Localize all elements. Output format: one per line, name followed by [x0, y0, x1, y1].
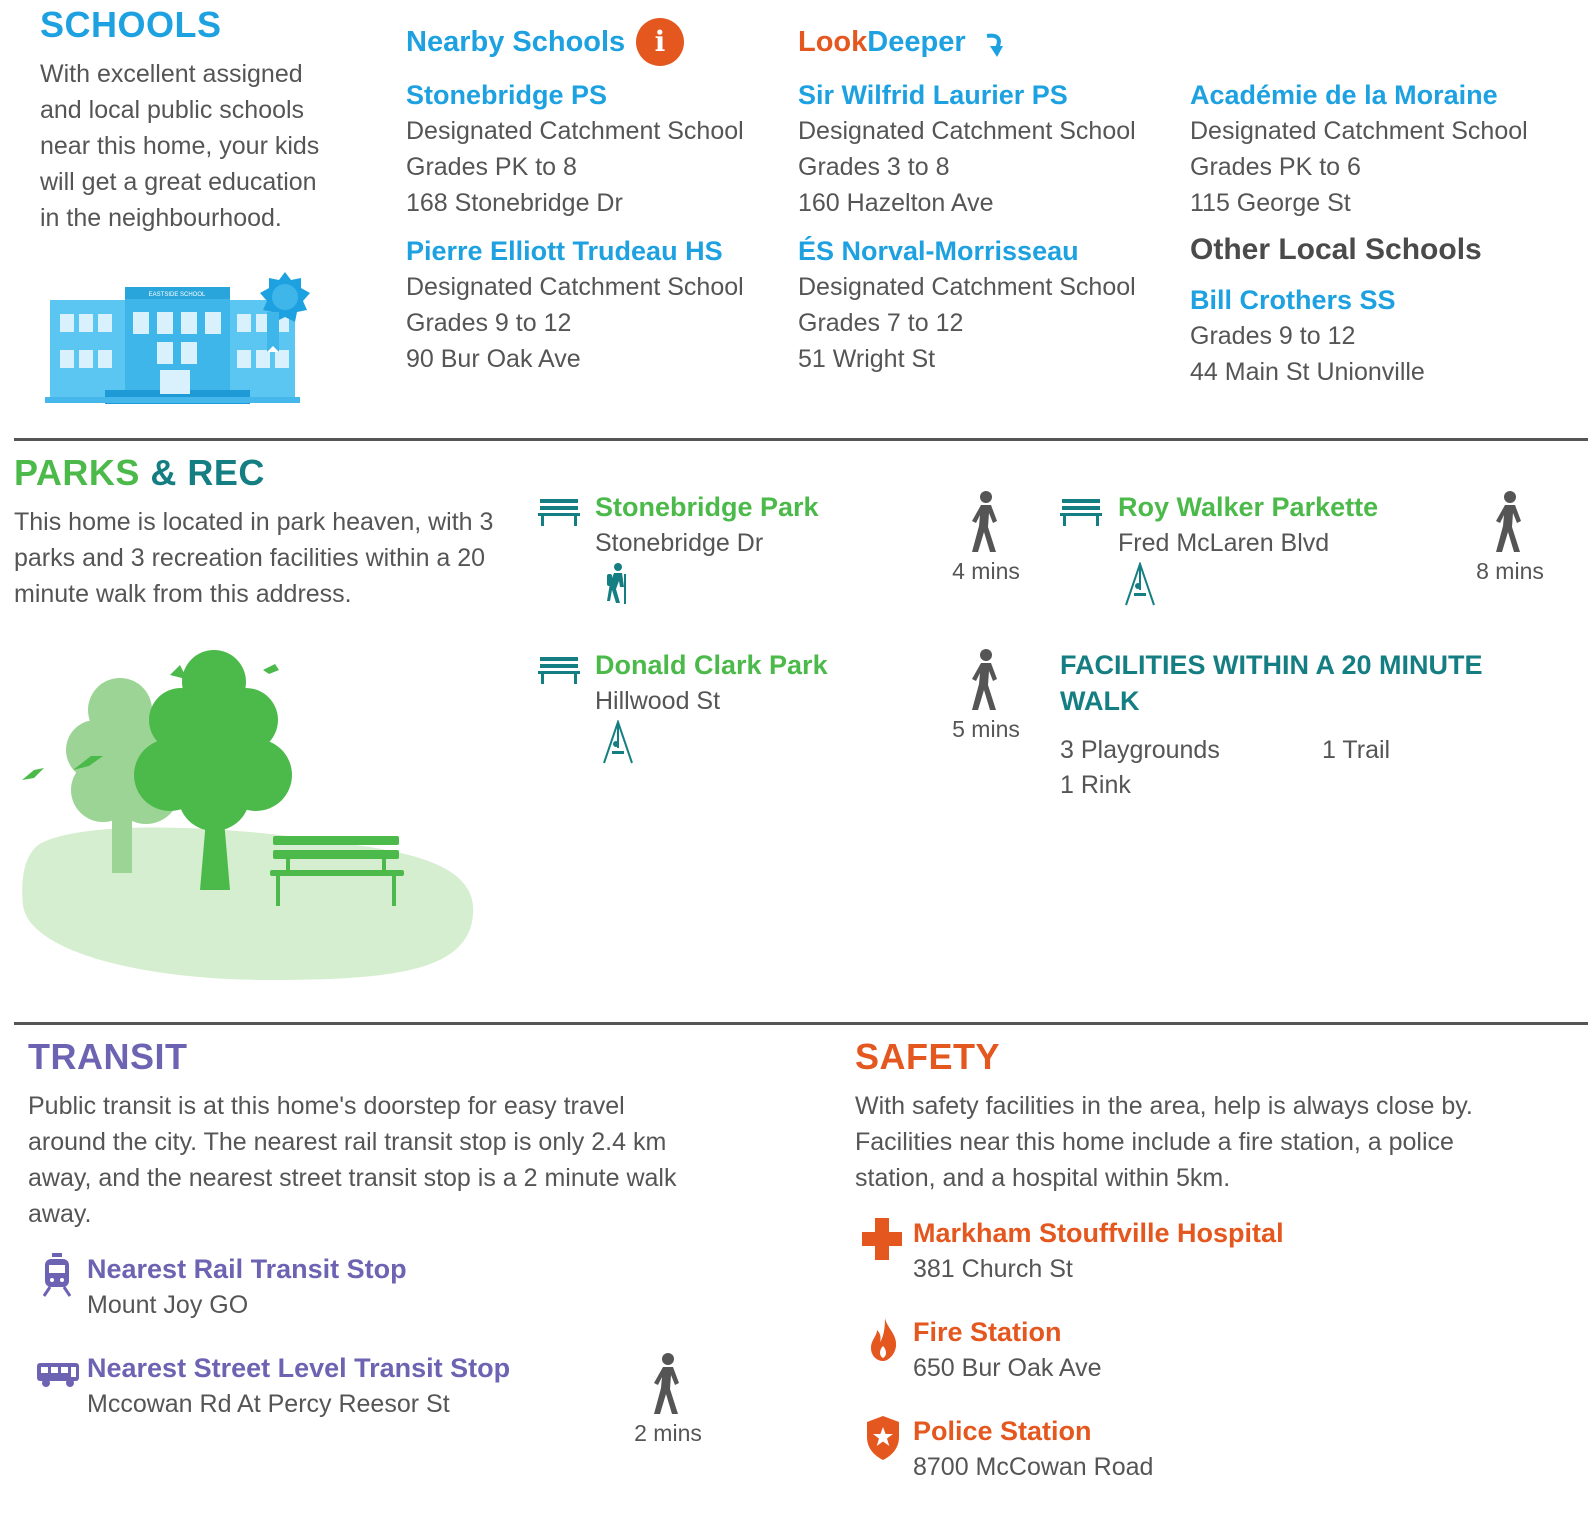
hospital-address: 381 Church St: [913, 1255, 1073, 1283]
school-card[interactable]: [798, 77, 1136, 221]
walk-time: 8 mins: [1470, 490, 1550, 585]
school-type: Designated Catchment School: [798, 273, 1136, 301]
rail-transit-title[interactable]: Nearest Rail Transit Stop: [87, 1254, 407, 1284]
arrow-down-right-icon[interactable]: [983, 30, 1009, 63]
walking-person-icon: [648, 1352, 688, 1416]
school-address: 160 Hazelton Ave: [798, 189, 994, 217]
bench-icon: [538, 497, 580, 532]
school-address: 51 Wright St: [798, 345, 936, 373]
school-building-illustration: [45, 272, 320, 412]
swing-icon: [1122, 562, 1158, 611]
facility-item: 3 Playgrounds: [1060, 736, 1220, 764]
school-address: 115 George St: [1190, 189, 1351, 217]
school-name[interactable]: Académie de la Moraine: [1190, 80, 1498, 110]
walking-person-icon: [966, 490, 1006, 554]
school-address: 90 Bur Oak Ave: [406, 345, 581, 373]
bench-icon: [538, 655, 580, 690]
school-grades: Grades PK to 8: [406, 153, 577, 181]
school-sign-text: EASTSIDE SCHOOL: [148, 292, 206, 298]
park-illustration: [18, 640, 483, 995]
school-address: 168 Stonebridge Dr: [406, 189, 623, 217]
transit-title: TRANSIT: [28, 1036, 188, 1077]
school-grades: Grades 7 to 12: [798, 309, 964, 337]
school-name[interactable]: Sir Wilfrid Laurier PS: [798, 80, 1068, 110]
street-transit-item[interactable]: [87, 1350, 510, 1422]
rail-transit-item[interactable]: [87, 1251, 407, 1323]
schools-title: SCHOOLS: [40, 4, 222, 45]
school-card[interactable]: [406, 233, 744, 377]
parks-description: This home is located in park heaven, with 3 parks and 3 recreation facilities within a 20 minute walk from this address.: [14, 508, 494, 608]
school-address: 44 Main St Unionville: [1190, 358, 1425, 386]
hiker-icon: [605, 562, 629, 611]
facility-item: 1 Rink: [1060, 771, 1131, 799]
rail-transit-stop: Mount Joy GO: [87, 1291, 249, 1319]
hospital-cross-icon: [862, 1218, 902, 1265]
walk-time: 2 mins: [628, 1352, 708, 1447]
park-item[interactable]: [595, 489, 819, 561]
school-type: Designated Catchment School: [406, 117, 744, 145]
street-transit-title[interactable]: Nearest Street Level Transit Stop: [87, 1353, 511, 1383]
park-street: Hillwood St: [595, 687, 721, 715]
park-item[interactable]: [1118, 489, 1378, 561]
school-grades: Grades PK to 6: [1190, 153, 1361, 181]
street-transit-stop: Mccowan Rd At Percy Reesor St: [87, 1390, 450, 1418]
walk-time: 5 mins: [946, 648, 1026, 743]
nearby-schools-label: Nearby Schools: [406, 26, 626, 58]
school-type: Designated Catchment School: [798, 117, 1136, 145]
lookdeeper-link[interactable]: [798, 24, 966, 60]
lookdeeper-look-text: Look: [798, 26, 868, 58]
other-local-schools-title: Other Local Schools: [1190, 233, 1482, 266]
school-name[interactable]: Pierre Elliott Trudeau HS: [406, 236, 723, 266]
walking-person-icon: [966, 648, 1006, 712]
hospital-name[interactable]: Markham Stouffville Hospital: [913, 1218, 1284, 1248]
facilities-title: FACILITIES WITHIN A 20 MINUTE WALK: [1060, 650, 1483, 716]
train-icon: [42, 1253, 72, 1302]
school-name[interactable]: Bill Crothers SS: [1190, 285, 1396, 315]
school-grades: Grades 9 to 12: [1190, 322, 1356, 350]
fire-station-title[interactable]: Fire Station: [913, 1317, 1062, 1347]
police-shield-icon: [866, 1415, 900, 1466]
fire-icon: [869, 1316, 899, 1367]
walk-time: 4 mins: [946, 490, 1026, 585]
hospital-item[interactable]: [913, 1215, 1284, 1287]
school-card[interactable]: [1190, 77, 1528, 221]
bus-icon: [36, 1360, 80, 1393]
park-street: Stonebridge Dr: [595, 529, 764, 557]
fire-station-address: 650 Bur Oak Ave: [913, 1354, 1102, 1382]
park-item[interactable]: [595, 647, 828, 719]
school-type: Designated Catchment School: [406, 273, 744, 301]
lookdeeper-deeper-text: Deeper: [867, 26, 966, 58]
safety-title: SAFETY: [855, 1036, 1001, 1077]
police-station-address: 8700 McCowan Road: [913, 1453, 1154, 1481]
section-divider: [14, 1022, 1588, 1025]
bench-icon: [1060, 497, 1102, 532]
info-icon[interactable]: i: [636, 18, 684, 66]
school-name[interactable]: ÉS Norval-Morrisseau: [798, 236, 1079, 266]
safety-description: With safety facilities in the area, help is always close by. Facilities near this home include a fire station, a police station, and a hospital within 5km.: [855, 1092, 1473, 1192]
school-card[interactable]: [798, 233, 1136, 377]
school-grades: Grades 9 to 12: [406, 309, 572, 337]
fire-station-item[interactable]: [913, 1314, 1102, 1386]
transit-description: Public transit is at this home's doorstep for easy travel around the city. The nearest rail transit stop is only 2.4 km away, and the nearest street transit stop is a 2 minute walk away.: [28, 1092, 677, 1228]
park-name[interactable]: Roy Walker Parkette: [1118, 492, 1379, 522]
school-type: Designated Catchment School: [1190, 117, 1528, 145]
school-card[interactable]: [1190, 282, 1425, 390]
section-divider: [14, 438, 1588, 441]
police-station-title[interactable]: Police Station: [913, 1416, 1092, 1446]
park-name[interactable]: Stonebridge Park: [595, 492, 819, 522]
school-card[interactable]: [406, 77, 744, 221]
parks-title: PARKS & REC: [14, 452, 265, 493]
schools-description: With excellent assigned and local public schools near this home, your kids will get a great education in the neighbourhood.: [40, 60, 320, 232]
police-station-item[interactable]: [913, 1413, 1153, 1485]
school-grades: Grades 3 to 8: [798, 153, 950, 181]
park-name[interactable]: Donald Clark Park: [595, 650, 828, 680]
park-street: Fred McLaren Blvd: [1118, 529, 1330, 557]
swing-icon: [600, 720, 636, 769]
facility-item: 1 Trail: [1322, 736, 1391, 764]
school-name[interactable]: Stonebridge PS: [406, 80, 608, 110]
walking-person-icon: [1490, 490, 1530, 554]
